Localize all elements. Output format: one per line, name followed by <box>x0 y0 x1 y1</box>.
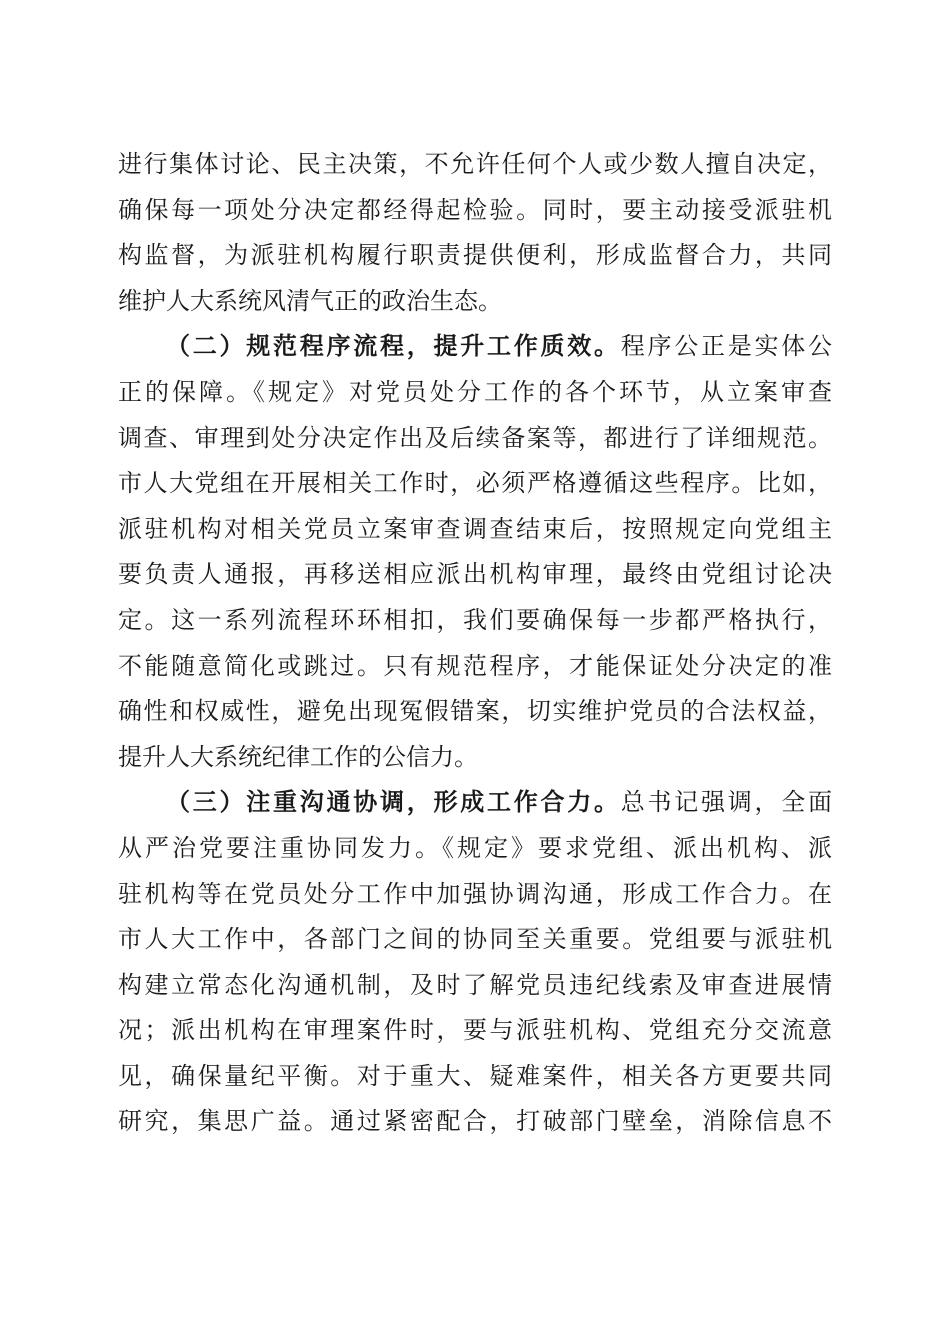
text-line: 构建立常态化沟通机制，及时了解党员违纪线索及审查进展情 <box>118 970 832 999</box>
section-heading-line <box>118 324 832 370</box>
section-heading: （二）规范程序流程，提升工作质效。 <box>166 332 621 361</box>
text-line: 驻机构等在党员处分工作中加强协调沟通，形成工作合力。在 <box>118 879 832 908</box>
text-line: 确保每一项处分决定都经得起检验。同时，要主动接受派驻机 <box>118 195 832 224</box>
text-line: 市人大党组在开展相关工作时，必须严格遵循这些程序。比如， <box>118 469 832 498</box>
text-line: 维护人大系统风清气正的政治生态。 <box>118 286 502 315</box>
section-heading-line <box>118 780 832 826</box>
text-line: 见，确保量纪平衡。对于重大、疑难案件，相关各方更要共同 <box>118 1061 832 1090</box>
body-text <box>118 142 832 1145</box>
text-line: 研究，集思广益。通过紧密配合，打破部门壁垒，消除信息不 <box>118 1107 832 1136</box>
text-line: 不能随意简化或跳过。只有规范程序，才能保证处分决定的准 <box>118 651 832 680</box>
text-run: 程序公正是实体公 <box>620 332 832 361</box>
text-line: 要负责人通报，再移送相应派出机构审理，最终由党组讨论决 <box>118 560 832 589</box>
text-line: 构监督，为派驻机构履行职责提供便利，形成监督合力，共同 <box>118 241 832 270</box>
text-line: 派驻机构对相关党员立案审查调查结束后，按照规定向党组主 <box>118 514 832 543</box>
text-line: 确性和权威性，避免出现冤假错案，切实维护党员的合法权益， <box>118 697 832 726</box>
text-line: 从严治党要注重协同发力。《规定》要求党组、派出机构、派 <box>118 833 832 862</box>
text-line: 定。这一系列流程环环相扣，我们要确保每一步都严格执行， <box>118 605 832 634</box>
text-line: 市人大工作中，各部门之间的协同至关重要。党组要与派驻机 <box>118 925 832 954</box>
section-heading: （三）注重沟通协调，形成工作合力。 <box>166 788 621 817</box>
text-line: 正的保障。《规定》对党员处分工作的各个环节，从立案审查 <box>118 377 832 406</box>
text-run: 总书记强调，全面 <box>620 788 832 817</box>
text-line: 况；派出机构在审理案件时，要与派驻机构、党组充分交流意 <box>118 1016 832 1045</box>
text-line: 进行集体讨论、民主决策，不允许任何个人或少数人擅自决定， <box>118 150 832 178</box>
text-line: 提升人大系统纪律工作的公信力。 <box>118 742 478 771</box>
text-line: 调查、审理到处分决定作出及后续备案等，都进行了详细规范。 <box>118 423 832 452</box>
